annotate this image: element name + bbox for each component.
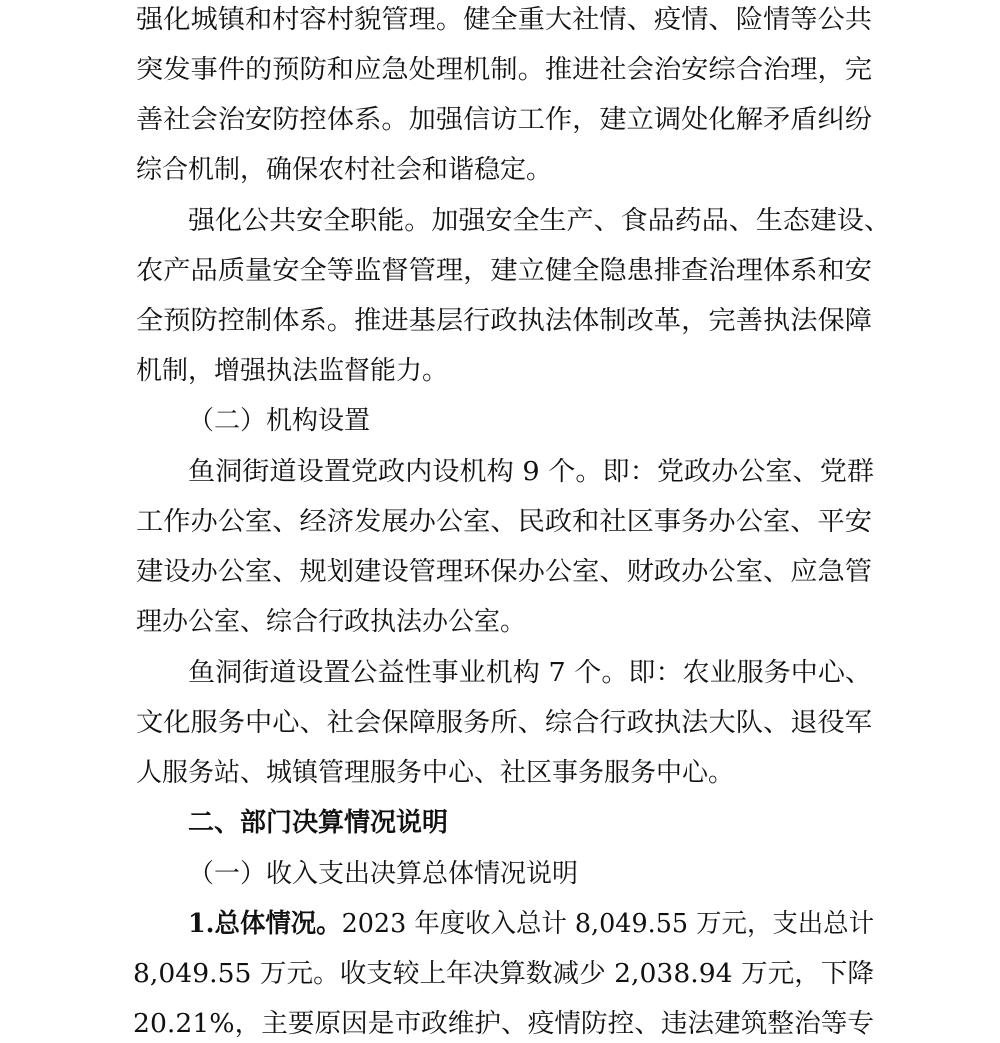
section-subheading: （一）收入支出决算总体情况说明 <box>188 859 579 889</box>
paragraph-line: 建设办公室、规划建设管理环保办公室、财政办公室、应急管 <box>136 557 872 587</box>
paragraph-line: 鱼洞街道设置公益性事业机构 7 个。即：农业服务中心、 <box>188 658 872 688</box>
paragraph-line: 文化服务中心、社会保障服务所、综合行政执法大队、退役军 <box>136 708 872 738</box>
paragraph-line: 工作办公室、经济发展办公室、民政和社区事务办公室、平安 <box>136 507 872 537</box>
paragraph-line: 农产品质量安全等监督管理，建立健全隐患排查治理体系和安 <box>136 256 872 286</box>
paragraph-line: 机制，增强执法监督能力。 <box>136 356 449 386</box>
paragraph-line: 善社会治安防控体系。加强信访工作，建立调处化解矛盾纠纷 <box>136 105 872 135</box>
section-subheading: （二）机构设置 <box>188 406 371 436</box>
paragraph-line: 强化城镇和村容村貌管理。健全重大社情、疫情、险情等公共 <box>136 5 872 35</box>
paragraph-line: 8,049.55 万元。收支较上年决算数减少 2,038.94 万元，下降 <box>133 959 875 989</box>
section-heading: 二、部门决算情况说明 <box>188 808 449 838</box>
paragraph-line: 20.21%，主要原因是市政维护、疫情防控、违法建筑整治等专 <box>133 1009 874 1039</box>
paragraph-line: 突发事件的预防和应急处理机制。推进社会治安综合治理，完 <box>136 55 872 85</box>
paragraph-line: 1.总体情况。2023 年度收入总计 8,049.55 万元，支出总计 <box>188 909 874 939</box>
paragraph-line: 综合机制，确保农村社会和谐稳定。 <box>136 155 553 185</box>
paragraph-line: 人服务站、城镇管理服务中心、社区事务服务中心。 <box>136 758 735 788</box>
paragraph-line: 鱼洞街道设置党政内设机构 9 个。即：党政办公室、党群 <box>188 457 874 487</box>
paragraph-line: 理办公室、综合行政执法办公室。 <box>136 607 527 637</box>
bold-lead-in: 1.总体情况。 <box>188 909 342 939</box>
paragraph-line: 强化公共安全职能。加强安全生产、食品药品、生态建设、 <box>188 206 891 236</box>
paragraph-line: 全预防控制体系。推进基层行政执法体制改革，完善执法保障 <box>136 306 872 336</box>
